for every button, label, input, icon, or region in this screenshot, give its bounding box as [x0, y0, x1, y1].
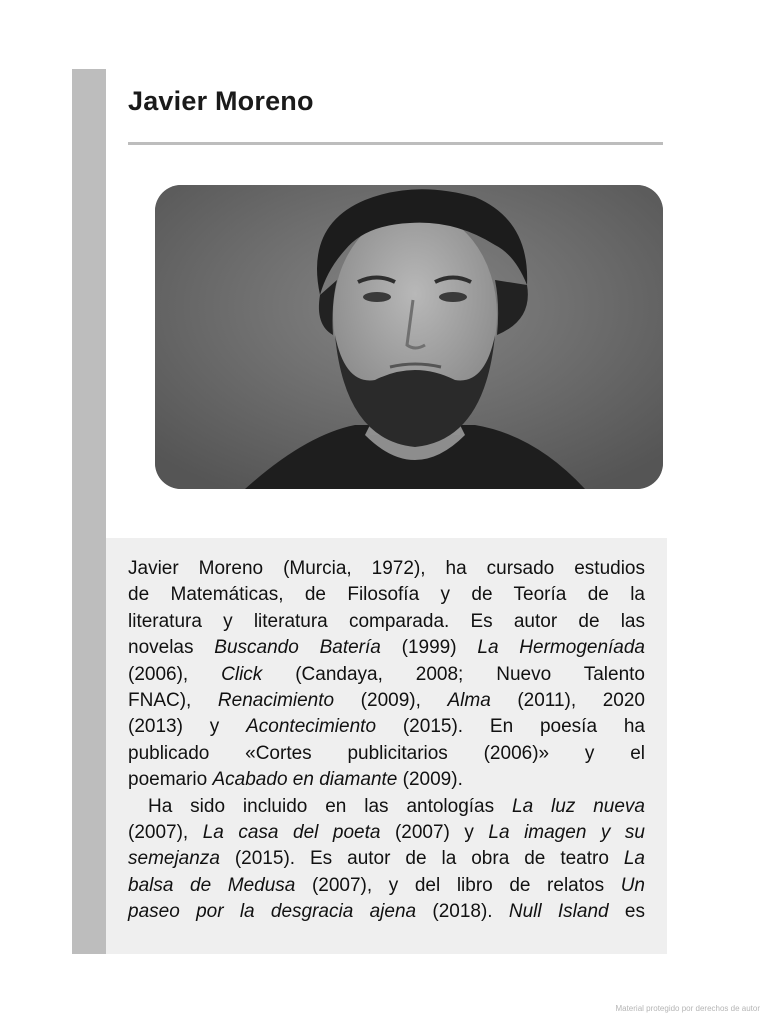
italic-title: Acontecimiento [246, 716, 377, 738]
text-run: (2013) y [128, 716, 247, 738]
text-run: (2011), 2020 [490, 690, 645, 712]
portrait-illustration [155, 185, 663, 489]
italic-title: paseo por la desgracia ajena [128, 901, 417, 923]
bio-line [128, 688, 645, 714]
text-run: es [608, 901, 645, 923]
italic-title: Renacimiento [217, 690, 335, 712]
text-run: (2007) y [380, 822, 489, 844]
italic-title: semejanza [128, 848, 220, 870]
text-run: novelas [128, 637, 215, 659]
bio-line [128, 767, 645, 793]
bio-line [128, 873, 645, 899]
text-run: Ha sido incluido en las antologías [148, 795, 513, 817]
bio-line [128, 846, 645, 872]
bio-line [128, 820, 645, 846]
italic-title: Null Island [508, 901, 609, 923]
italic-title: balsa de Medusa [128, 874, 296, 896]
bio-line [128, 635, 645, 661]
text-run: (2009), [334, 690, 448, 712]
bio-line [128, 741, 645, 767]
bio-line [128, 662, 645, 688]
italic-title: Acabado en diamante [212, 769, 398, 791]
author-portrait [155, 185, 663, 489]
text-run: (2007), [128, 822, 203, 844]
text-run: literatura y literatura comparada. Es autor de las [128, 610, 645, 632]
text-run: (2015). Es autor de la obra de teatro [219, 848, 624, 870]
text-run: de Matemáticas, de Filosofía y de Teoría de la [128, 584, 645, 606]
copyright-note: Material protegido por derechos de autor [615, 1004, 760, 1013]
text-run: publicado «Cortes publicitarios (2006)» y el [128, 742, 645, 764]
italic-title: Un [620, 874, 645, 896]
page-side-bar [72, 69, 106, 954]
bio-line [128, 582, 645, 608]
title-divider [128, 142, 663, 145]
text-run: (1999) [380, 637, 478, 659]
bio-line [128, 899, 645, 925]
text-run: FNAC), [128, 690, 218, 712]
italic-title: Alma [447, 690, 491, 712]
bio-line [128, 609, 645, 635]
text-run: poemario [128, 769, 213, 791]
italic-title: La casa del poeta [202, 822, 381, 844]
text-run: (2018). [416, 901, 509, 923]
italic-title: La imagen y su [488, 822, 645, 844]
italic-title: Click [221, 663, 263, 685]
bio-text [128, 556, 645, 926]
text-run: (2006), [128, 663, 222, 685]
italic-title: La [623, 848, 645, 870]
text-run: (Candaya, 2008; Nuevo Talento [262, 663, 646, 685]
italic-title: Buscando Batería [214, 637, 381, 659]
text-run: (2009). [397, 769, 463, 791]
page-title: Javier Moreno [128, 86, 314, 116]
bio-line [128, 794, 645, 820]
bio-line [128, 556, 645, 582]
italic-title: La luz nueva [512, 795, 646, 817]
bio-line [128, 714, 645, 740]
text-run: Javier Moreno (Murcia, 1972), ha cursado estudios [128, 558, 645, 579]
text-run: (2007), y del libro de relatos [295, 874, 621, 896]
text-run: (2015). En poesía ha [376, 716, 645, 738]
italic-title: La Hermogeníada [477, 637, 645, 659]
